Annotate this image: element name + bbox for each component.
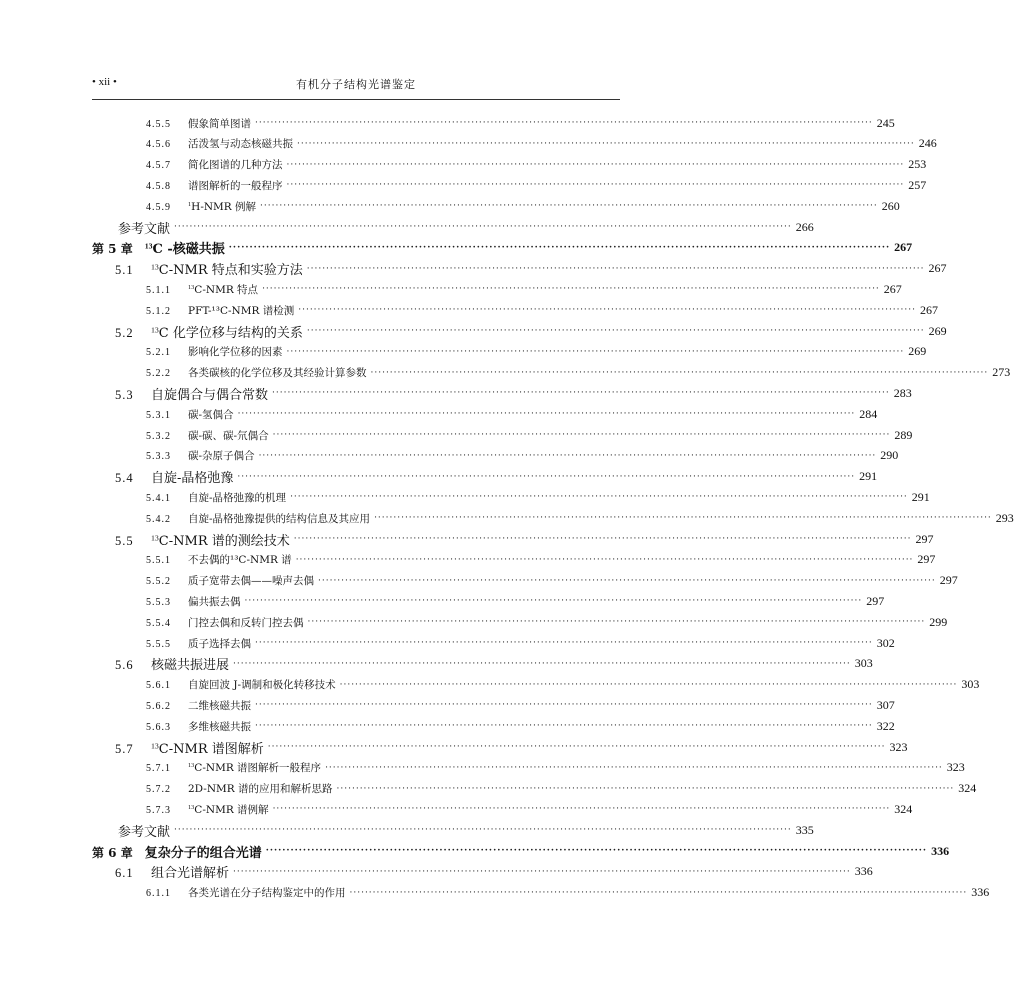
section-number: 4.5.6 <box>146 139 171 151</box>
toc-entry-label <box>146 157 283 172</box>
isotope-superscript: 13 <box>188 284 195 292</box>
toc-entry-label <box>146 552 292 567</box>
dot-leader: ································································································································································ <box>290 492 908 503</box>
section-number: 5.5.1 <box>146 555 171 567</box>
toc-entry-label <box>115 862 229 881</box>
toc-entry-label <box>146 511 370 526</box>
page-ref: 267 <box>928 261 947 276</box>
section-number: 5.7 <box>115 741 134 756</box>
toc-entry-label <box>118 821 170 840</box>
page-ref: 302 <box>876 635 895 650</box>
section-title: 参考文献 <box>118 824 171 840</box>
section-number: 5.6.1 <box>146 680 171 692</box>
toc-entry-label <box>118 218 170 237</box>
isotope-superscript: 1 <box>188 200 192 208</box>
section-number: 5.1.2 <box>146 305 171 317</box>
dot-leader: ································································································································································ <box>286 180 905 191</box>
section-number: 6.1.1 <box>146 888 171 900</box>
toc-entry-label <box>146 636 251 651</box>
page-ref: 299 <box>929 614 948 629</box>
section-number: 5.6.2 <box>146 700 171 712</box>
section-number: 5.3 <box>115 387 134 402</box>
toc-entry-label <box>146 407 234 422</box>
section-number: 5.5 <box>115 533 134 548</box>
toc-entry <box>146 363 1011 383</box>
toc-entry <box>146 155 927 175</box>
page-ref: 307 <box>876 697 895 712</box>
toc-entry-label <box>115 467 233 486</box>
section-title: 自旋-晶格弛豫 <box>151 471 234 487</box>
section-title: 偏共振去偶 <box>188 595 241 608</box>
section-title: C-NMR 特点 <box>194 283 259 296</box>
toc-entry <box>146 113 895 133</box>
toc-entry <box>118 820 814 840</box>
page-ref: 336 <box>854 864 873 879</box>
toc-entry-label <box>115 530 290 549</box>
toc-entry <box>146 196 900 216</box>
page-ref: 323 <box>889 739 908 754</box>
page-ref: 253 <box>908 157 927 172</box>
dot-leader: ································································································································································ <box>298 305 916 316</box>
toc-entry <box>146 758 965 778</box>
toc-entry <box>115 862 873 882</box>
toc-entry-label <box>115 259 303 278</box>
dot-leader: ································································································································································ <box>286 159 905 170</box>
section-title: 简化图谱的几种方法 <box>188 159 283 172</box>
dot-leader: ································································································································································ <box>306 263 925 274</box>
section-number: 5.2 <box>115 325 134 340</box>
section-title: 碳-碳、碳-氘偶合 <box>188 429 269 442</box>
toc-entry-label <box>146 594 241 609</box>
dot-leader: ································································································································································ <box>255 721 873 732</box>
dot-leader: ································································································································································ <box>286 346 905 357</box>
toc-entry <box>146 591 885 611</box>
dot-leader: ································································································································································ <box>325 762 943 773</box>
dot-leader: ································································································································································ <box>318 575 936 586</box>
page-ref: 246 <box>918 136 937 151</box>
toc-entry-label <box>146 303 294 318</box>
dot-leader: ································································································································································ <box>174 825 792 836</box>
toc-entry <box>115 383 912 403</box>
page-ref: 257 <box>908 177 927 192</box>
toc-entry <box>146 425 913 445</box>
page-ref: 267 <box>919 302 938 317</box>
page-ref: 336 <box>931 843 950 858</box>
section-number: 5.4.1 <box>146 492 171 504</box>
toc-entry <box>146 612 948 632</box>
section-number: 5.3.2 <box>146 430 171 442</box>
page-ref: 336 <box>971 885 990 900</box>
section-title: 谱图解析的一般程序 <box>188 179 283 192</box>
page-ref: 289 <box>894 427 913 442</box>
toc-entry <box>146 571 958 591</box>
section-title: C-NMR 特点和实验方法 <box>158 263 303 279</box>
toc-entry <box>146 279 902 299</box>
toc-entry <box>92 238 913 258</box>
toc-entry-label <box>146 490 286 505</box>
toc-entry <box>146 799 913 819</box>
dot-leader: ································································································································································ <box>258 450 877 461</box>
toc-entry <box>146 134 937 154</box>
isotope-superscript: 13 <box>188 762 195 770</box>
section-title: 碳-氢偶合 <box>188 408 234 421</box>
dot-leader: ································································································································································ <box>255 638 873 648</box>
section-title: 各类碳核的化学位移及其经验计算参数 <box>188 367 367 380</box>
section-title: 自旋-晶格弛豫的机理 <box>188 491 287 504</box>
section-title: 2D-NMR 谱的应用和解析思路 <box>188 783 333 796</box>
toc-entry <box>115 529 934 549</box>
isotope-superscript: 13 <box>151 262 159 272</box>
toc-entry-label <box>146 802 269 817</box>
section-number: 5.4.2 <box>146 513 171 525</box>
toc-entry <box>146 779 977 799</box>
section-number: 5.6.3 <box>146 721 171 733</box>
section-title: C 化学位移与结构的关系 <box>158 325 303 341</box>
page-ref: 267 <box>883 281 902 296</box>
page-ref: 324 <box>894 801 913 816</box>
toc-entry-label <box>146 677 336 692</box>
dot-leader: ································································································································································ <box>228 242 891 253</box>
section-title: 核磁共振进展 <box>151 658 230 674</box>
page-ref: 283 <box>893 385 912 400</box>
section-number: 5.6 <box>115 658 134 673</box>
dot-leader: ································································································································································ <box>293 534 912 544</box>
toc-entry-label <box>115 322 303 341</box>
dot-leader: ································································································································································ <box>339 679 958 690</box>
toc-entry-label <box>146 365 367 380</box>
section-title: 自旋-晶格弛豫提供的结构信息及其应用 <box>188 512 371 525</box>
isotope-superscript: 13 <box>144 241 153 251</box>
section-number: 5.7.2 <box>146 784 171 796</box>
toc-entry-label <box>146 448 255 463</box>
toc-entry <box>146 550 936 570</box>
toc-entry-label <box>146 282 258 297</box>
section-title: 假象简单图谱 <box>188 117 251 130</box>
section-number: 5.3.1 <box>146 409 171 421</box>
dot-leader: ································································································································································ <box>233 658 851 669</box>
toc-entry <box>146 633 895 653</box>
isotope-superscript: 13 <box>151 324 159 334</box>
toc-entry <box>146 695 895 715</box>
section-number: 5.4 <box>115 471 134 486</box>
dot-leader: ································································································································································ <box>336 783 955 794</box>
section-title: 碳-杂原子偶合 <box>188 450 255 463</box>
toc-entry <box>146 675 980 695</box>
section-number: 4.5.5 <box>146 118 171 130</box>
toc-entry-label <box>115 738 264 757</box>
running-title: 有机分子结构光谱鉴定 <box>296 78 416 91</box>
dot-leader: ································································································································································ <box>370 367 989 378</box>
dot-leader: ································································································································································ <box>267 742 886 752</box>
section-title: PFT-¹³C-NMR 谱检测 <box>188 304 295 317</box>
section-title: 二维核磁共振 <box>188 699 251 712</box>
dot-leader: ································································································································································ <box>233 866 851 877</box>
toc-entry <box>146 883 990 903</box>
section-number: 4.5.8 <box>146 180 171 192</box>
toc-entry-label <box>146 760 321 775</box>
section-title: 质子宽带去偶——噪声去偶 <box>188 575 314 588</box>
page-ref: 297 <box>939 573 958 588</box>
page-ref: 323 <box>946 760 965 775</box>
page-ref: 293 <box>995 510 1014 525</box>
header-rule <box>92 99 620 100</box>
dot-leader: ································································································································································ <box>272 804 891 815</box>
page-ref: 303 <box>961 677 980 692</box>
section-number: 5.1.1 <box>146 284 171 296</box>
section-title: 多维核磁共振 <box>188 720 251 733</box>
section-number: 4.5.7 <box>146 160 171 172</box>
dot-leader: ································································································································································ <box>255 118 873 128</box>
isotope-superscript: 13 <box>151 532 159 542</box>
toc-entry <box>146 175 927 195</box>
section-number: 5.5.2 <box>146 576 171 588</box>
page-ref: 266 <box>795 219 814 234</box>
section-title: H-NMR 例解 <box>191 200 257 213</box>
page-number: • xii • <box>92 76 117 88</box>
toc-entry <box>92 841 950 861</box>
section-number: 5.2.1 <box>146 347 171 359</box>
page-ref: 303 <box>854 656 873 671</box>
section-title: 质子选择去偶 <box>188 637 251 650</box>
dot-leader: ································································································································································ <box>244 596 863 607</box>
section-title: 活泼氢与动态核磁共振 <box>188 138 293 151</box>
dot-leader: ································································································································································ <box>260 201 878 212</box>
toc-entry-label <box>92 238 225 257</box>
toc-entry <box>146 508 1014 528</box>
section-number: 5.7.1 <box>146 763 171 775</box>
toc-entry <box>115 654 873 674</box>
page-ref: 297 <box>915 531 934 546</box>
section-title: C-NMR 谱例解 <box>194 803 269 816</box>
dot-leader: ································································································································································ <box>306 326 925 336</box>
dot-leader: ································································································································································ <box>255 700 873 711</box>
page-ref: 269 <box>928 323 947 338</box>
dot-leader: ································································································································································ <box>295 554 914 565</box>
toc-entry-label <box>146 719 251 734</box>
dot-leader: ································································································································································ <box>307 617 926 628</box>
section-number: 5.3.3 <box>146 451 171 463</box>
page-ref: 273 <box>992 365 1011 380</box>
toc-entry <box>146 446 899 466</box>
page-header <box>92 74 620 98</box>
page-ref: 284 <box>859 406 878 421</box>
section-title: 各类光谱在分子结构鉴定中的作用 <box>188 887 346 900</box>
toc-entry-label <box>146 136 293 151</box>
isotope-superscript: 13 <box>151 740 159 750</box>
section-number: 5.7.3 <box>146 804 171 816</box>
toc-entry-label <box>146 116 251 131</box>
toc-entry <box>115 259 947 279</box>
section-number: 5.2.2 <box>146 368 171 380</box>
toc-entry <box>146 716 895 736</box>
section-title: C-NMR 谱的测绘技术 <box>158 533 290 549</box>
section-number: 5.1 <box>115 263 134 278</box>
page-ref: 291 <box>859 469 878 484</box>
toc-entry-label <box>146 573 314 588</box>
page-ref: 269 <box>908 344 927 359</box>
toc-entry-label <box>92 842 262 861</box>
section-title: 影响化学位移的因素 <box>188 346 283 359</box>
toc-entry <box>146 342 927 362</box>
section-title: 门控去偶和反转门控去偶 <box>188 616 304 629</box>
toc-entry <box>115 321 947 341</box>
page-ref: 245 <box>876 115 895 130</box>
toc-entry-label <box>146 344 283 359</box>
section-title: 自旋偶合与偶合常数 <box>151 387 269 403</box>
toc-entry-label <box>115 654 229 673</box>
section-number: 5.5.3 <box>146 596 171 608</box>
toc-entry <box>115 467 878 487</box>
dot-leader: ································································································································································ <box>297 138 915 149</box>
toc-entry <box>115 737 908 757</box>
toc-entry-label <box>146 199 256 214</box>
section-number: 4.5.9 <box>146 201 171 213</box>
section-title: C -核磁共振 <box>152 242 225 258</box>
section-number: 第 6 章 <box>92 845 133 860</box>
page-ref: 322 <box>876 718 895 733</box>
dot-leader: ································································································································································ <box>237 471 856 482</box>
toc-entry <box>146 487 930 507</box>
page-ref: 290 <box>880 448 899 463</box>
toc-entry-label <box>146 615 304 630</box>
page-ref: 291 <box>911 489 930 504</box>
toc-entry-label <box>115 384 268 403</box>
page-ref: 260 <box>881 198 900 213</box>
toc-entry-label <box>146 781 333 796</box>
toc-entry <box>146 300 938 320</box>
section-number: 5.5.5 <box>146 638 171 650</box>
section-title: 自旋回波 J-调制和极化转移技术 <box>188 679 336 692</box>
section-number: 6.1 <box>115 866 134 881</box>
page-ref: 297 <box>866 593 885 608</box>
toc-entry-label <box>146 428 269 443</box>
section-title: 组合光谱解析 <box>151 866 230 882</box>
section-title: 参考文献 <box>118 221 171 237</box>
page-ref: 297 <box>917 552 936 567</box>
section-title: C-NMR 谱图解析一般程序 <box>194 762 322 775</box>
section-title: 复杂分子的组合光谱 <box>144 845 262 861</box>
page-ref: 324 <box>958 781 977 796</box>
page-ref: 335 <box>795 822 814 837</box>
toc-entry-label <box>146 698 251 713</box>
toc-entry-label <box>146 178 283 193</box>
dot-leader: ································································································································································ <box>374 513 992 524</box>
dot-leader: ································································································································································ <box>262 284 880 295</box>
toc-entry <box>146 404 878 424</box>
dot-leader: ································································································································································ <box>265 846 928 856</box>
section-title: C-NMR 谱图解析 <box>158 741 264 757</box>
dot-leader: ································································································································································ <box>174 222 792 232</box>
dot-leader: ································································································································································ <box>237 409 856 420</box>
toc-entry-label <box>146 885 346 900</box>
toc-entry <box>118 217 814 237</box>
section-number: 5.5.4 <box>146 617 171 629</box>
section-number: 第 5 章 <box>92 242 133 257</box>
dot-leader: ································································································································································ <box>272 388 890 399</box>
dot-leader: ································································································································································ <box>349 887 968 898</box>
page-ref: 267 <box>894 240 913 255</box>
dot-leader: ································································································································································ <box>272 430 891 440</box>
isotope-superscript: 13 <box>188 804 195 812</box>
section-title: 不去偶的¹³C-NMR 谱 <box>188 554 292 567</box>
